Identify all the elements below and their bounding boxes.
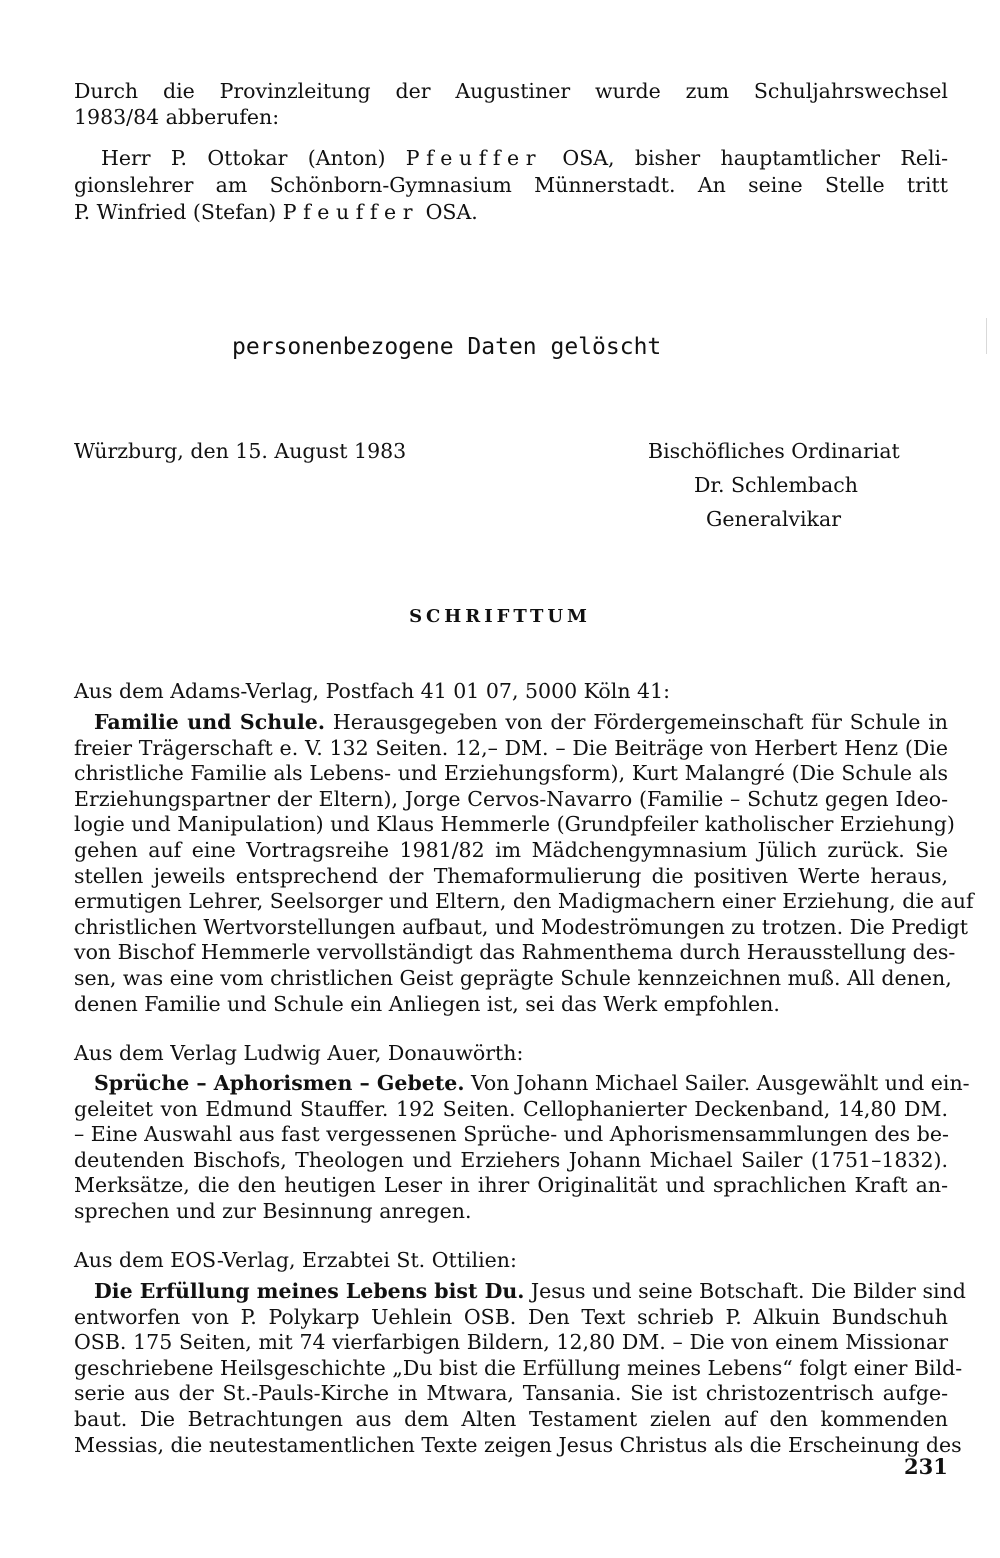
review-line: entworfen von P. Polykarp Uehlein OSB. Den Text schrieb P. Alkuin Bundschuh: [74, 1304, 948, 1329]
review-line: ermutigen Lehrer, Seelsorger und Eltern, den Madigmachern einer Erziehung, die auf: [74, 889, 974, 914]
signature-office: Bischöfliches Ordinariat: [648, 439, 900, 463]
review-line: – Eine Auswahl aus fast vergessenen Sprüche- und Aphorismensammlungen des be-: [74, 1122, 949, 1147]
review-line: von Bischof Hemmerle vervollständigt das Rahmenthema durch Herausstellung des-: [74, 940, 956, 965]
appointment-text: OSA.: [419, 200, 478, 224]
appointment-line-3: [74, 199, 478, 225]
review-line: logie und Manipulation) und Klaus Hemmerle (Grundpfeiler katholischer Erziehung): [74, 812, 955, 837]
review-paragraph: [74, 1071, 970, 1225]
place-date: Würzburg, den 15. August 1983: [74, 439, 407, 463]
review-line: Sprüche – Aphorismen – Gebete. Von Johann Michael Sailer. Ausgewählt und ein-: [94, 1071, 970, 1095]
review-line: Die Erfüllung meines Lebens bist Du. Jesus und seine Botschaft. Die Bilder sind: [94, 1279, 966, 1303]
review-line: Familie und Schule. Herausgegeben von der Fördergemeinschaft für Schule in: [94, 710, 948, 734]
review-line: Erziehungspartner der Eltern), Jorge Cervos-Navarro (Familie – Schutz gegen Ideo-: [74, 786, 948, 811]
review-line: geschriebene Heilsgeschichte „Du bist die Erfüllung meines Lebens“ folgt einer Bild-: [74, 1355, 963, 1380]
page-number: 231: [904, 1454, 948, 1479]
appointment-text: Herr P. Ottokar (Anton): [101, 146, 406, 170]
review-line: gehen auf eine Vortragsreihe 1981/82 im Mädchengymnasium Jülich zurück. Sie: [74, 837, 948, 862]
publisher-line: Aus dem Verlag Ludwig Auer, Donauwörth:: [74, 1041, 524, 1065]
book-title: Familie und Schule.: [94, 710, 325, 734]
scan-artifact-line: [986, 318, 987, 354]
review-line: deutenden Bischofs, Theologen und Erziehers Johann Michael Sailer (1751–1832).: [74, 1147, 948, 1172]
person-name: Pfeuffer: [405, 146, 543, 170]
review-line: freier Trägerschaft e. V. 132 Seiten. 12,– DM. – Die Beiträge von Herbert Henz (Die: [74, 735, 948, 760]
publisher-line: Aus dem Adams-Verlag, Postfach 41 01 07, 5000 Köln 41:: [74, 679, 671, 703]
review-line: baut. Die Betrachtungen aus dem Alten Testament zielen auf den kommenden: [74, 1406, 948, 1431]
review-paragraph: [74, 710, 974, 1017]
review-line: geleitet von Edmund Stauffer. 192 Seiten. Cellophanierter Deckenband, 14,80 DM.: [74, 1096, 948, 1121]
review-line: Merksätze, die den heutigen Leser in ihrer Originalität und sprachlichen Kraft an-: [74, 1173, 948, 1198]
appointment-line-1: [101, 145, 948, 171]
intro-line-2: 1983/84 abberufen:: [74, 105, 280, 129]
review-paragraph: [74, 1279, 966, 1458]
signature-name: Dr. Schlembach: [694, 473, 858, 497]
book-title: Sprüche – Aphorismen – Gebete.: [94, 1071, 465, 1095]
book-title: Die Erfüllung meines Lebens bist Du.: [94, 1279, 525, 1303]
publisher-line: Aus dem EOS-Verlag, Erzabtei St. Ottilien:: [74, 1248, 517, 1272]
review-line: stellen jeweils entsprechend der Themaformulierung die positiven Werte heraus,: [74, 863, 948, 888]
review-line: denen Familie und Schule ein Anliegen ist, sei das Werk empfohlen.: [74, 991, 780, 1016]
intro-line-1: Durch die Provinzleitung der Augustiner wurde zum Schuljahrswechsel: [74, 79, 948, 103]
redaction-note: personenbezogene Daten gelöscht: [232, 334, 662, 360]
appointment-text: OSA, bisher hauptamtlicher Reli-: [542, 146, 949, 170]
review-line: sen, was eine vom christlichen Geist geprägte Schule kennzeichnen muß. All denen,: [74, 965, 952, 990]
review-line: Messias, die neutestamentlichen Texte zeigen Jesus Christus als die Erscheinung des: [74, 1432, 962, 1457]
review-line: OSB. 175 Seiten, mit 74 vierfarbigen Bildern, 12,80 DM. – Die von einem Missionar: [74, 1330, 948, 1355]
signature-title: Generalvikar: [706, 507, 842, 531]
section-heading: SCHRIFTTUM: [409, 606, 591, 627]
appointment-line-2: gionslehrer am Schönborn-Gymnasium Münnerstadt. An seine Stelle tritt: [74, 173, 948, 197]
review-line: christliche Familie als Lebens- und Erziehungsform), Kurt Malangré (Die Schule als: [74, 761, 948, 786]
appointment-text: P. Winfried (Stefan): [74, 200, 283, 224]
review-line: christlichen Wertvorstellungen aufbaut, und Modeströmungen zu trotzen. Die Predigt: [74, 914, 969, 939]
review-line: serie aus der St.-Pauls-Kirche in Mtwara, Tansania. Sie ist christozentrisch aufge-: [74, 1381, 948, 1406]
review-line: sprechen und zur Besinnung anregen.: [74, 1198, 472, 1223]
person-name: Pfeuffer: [282, 200, 420, 224]
